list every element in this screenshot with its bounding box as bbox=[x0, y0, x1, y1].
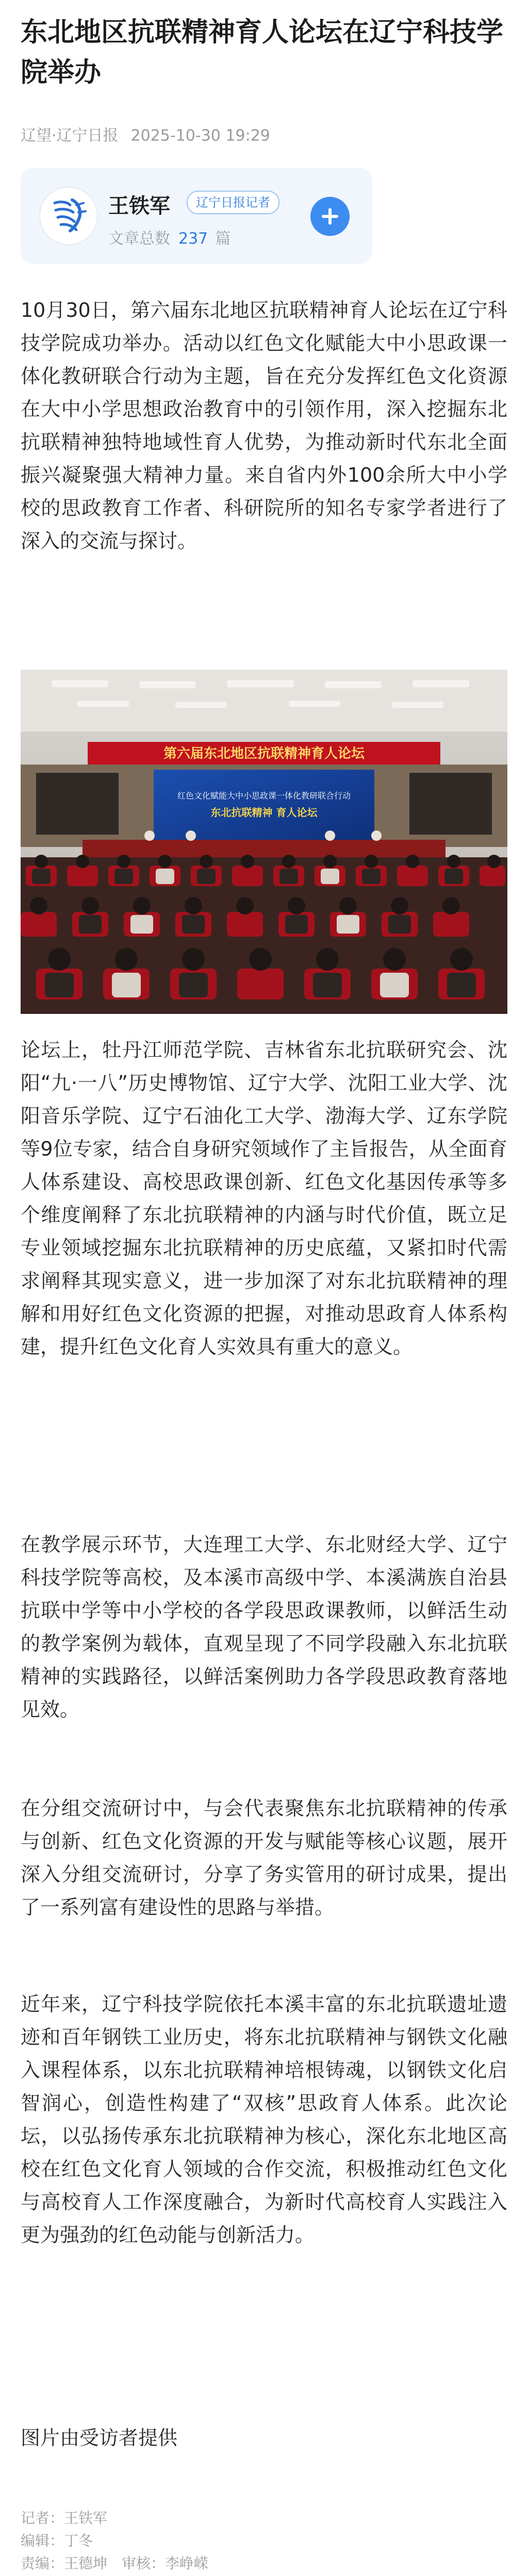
author-card[interactable] bbox=[21, 168, 372, 264]
paragraph-intro: 10月30日，第六届东北地区抗联精神育人论坛在辽宁科技学院成功举办。活动以红色文化赋能大中小思政课一体化教研联合行动为主题，旨在充分发挥红色文化资源在大中小学思想政治教育中的引领作用，深入挖掘东北抗联精神独特地域性育人优势，为推动新时代东北全面振兴凝聚强大精神力量。来自省内外100余所大中小学校的思政教育工作者、科研院所的知名专家学者进行了深入的交流与探讨。 bbox=[21, 299, 507, 552]
paragraph-teaching-demo: 在教学展示环节，大连理工大学、东北财经大学、辽宁科技学院等高校，及本溪市高级中学、本溪满族自治县抗联中学等中小学校的各学段思政课教师，以鲜活生动的教学案例为载体，直观呈现了不同学段融入东北抗联精神的实践路径，以鲜活案例助力各学段思政教育落地见效。 bbox=[21, 1533, 507, 1721]
credit-responsible-row bbox=[21, 2552, 208, 2575]
paragraph-background: 近年来，辽宁科技学院依托本溪丰富的东北抗联遗址遗迹和百年钢铁工业历史，将东北抗联精神与钢铁文化融入课程体系，以东北抗联精神培根铸魂，以钢铁文化启智润心，创造性构建了“双核”思政育人体系。此次论坛，以弘扬传承东北抗联精神为核心，深化东北地区高校在红色文化育人领域的合作交流，积极推动红色文化与高校育人工作深度融合，为新时代高校育人实践注入更为强劲的红色动能与创新活力。 bbox=[21, 1993, 507, 2246]
liaoning-daily-logo-icon bbox=[39, 187, 98, 245]
photo-banner-text: 第六届东北地区抗联精神育人论坛 bbox=[163, 746, 365, 761]
credit-responsible-editor: 责编：王德坤 bbox=[21, 2555, 108, 2572]
article-meta bbox=[21, 123, 270, 145]
credit-reviewer: 审核：李峥嵘 bbox=[122, 2555, 209, 2572]
article-title: 东北地区抗联精神育人论坛在辽宁科技学院举办 bbox=[21, 17, 504, 88]
author-stats-count: 237 bbox=[178, 230, 208, 248]
follow-plus-button[interactable] bbox=[310, 197, 350, 236]
author-stats bbox=[108, 226, 230, 248]
article-credits bbox=[21, 2507, 208, 2575]
credit-editor: 编辑：丁冬 bbox=[21, 2532, 93, 2549]
author-role-badge: 辽宁日报记者 bbox=[187, 191, 279, 214]
credit-reporter: 记者：王铁军 bbox=[21, 2510, 108, 2527]
article-photo bbox=[21, 670, 507, 1014]
article-source: 辽望·辽宁日报 bbox=[21, 127, 119, 145]
paragraph-keynote: 论坛上，牡丹江师范学院、吉林省东北抗联研究会、沈阳“九·一八”历史博物馆、辽宁大学、沈阳工业大学、沈阳音乐学院、辽宁石油化工大学、渤海大学、辽东学院等9位专家，结合自身研究领域作了主旨报告，从全面育人体系建设、高校思政课创新、红色文化基因传承等多个维度阐释了东北抗联精神的内涵与时代价值，既立足专业领域挖掘东北抗联精神的历史底蕴，又紧扣时代需求阐释其现实意义，进一步加深了对东北抗联精神的理解和用好红色文化资源的把握，对推动思政育人体系构建，提升红色文化育人实效具有重大的意义。 bbox=[21, 1039, 507, 1358]
photo-screen-subtitle: 东北抗联精神 育人论坛 bbox=[210, 806, 318, 819]
photo-screen-text: 红色文化赋能大中小思政课一体化教研联合行动 bbox=[177, 791, 351, 801]
photo-credit: 图片由受访者提供 bbox=[21, 2427, 178, 2449]
author-stats-label: 文章总数 bbox=[108, 230, 170, 248]
author-stats-unit: 篇 bbox=[215, 230, 231, 248]
article-datetime: 2025-10-30 19:29 bbox=[130, 127, 270, 145]
author-name[interactable]: 王铁军 bbox=[108, 194, 170, 218]
paragraph-group-discussion: 在分组交流研讨中，与会代表聚焦东北抗联精神的传承与创新、红色文化资源的开发与赋能等核心议题，展开深入分组交流研讨，分享了务实管用的研讨成果，提出了一系列富有建设性的思路与举措。 bbox=[21, 1797, 507, 1919]
